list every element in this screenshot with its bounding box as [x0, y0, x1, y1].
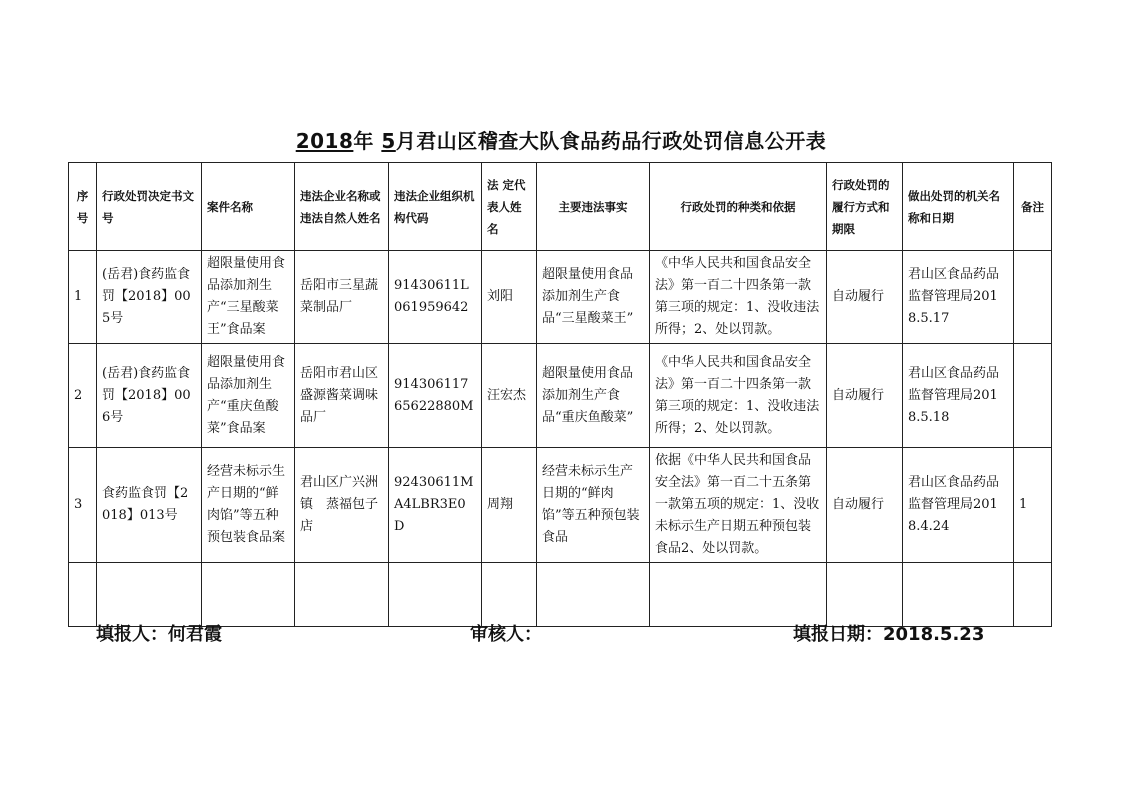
table-row — [69, 344, 1052, 448]
title-year: 2018 — [295, 129, 354, 153]
cell-doc-no: 食药监食罚【2018】013号 — [97, 448, 202, 563]
header-facts: 主要违法事实 — [537, 163, 650, 251]
title-year-suffix: 年 — [353, 129, 382, 153]
cell-authority: 君山区食品药品监督管理局2018.4.24 — [903, 448, 1014, 563]
cell-facts: 经营未标示生产日期的“鲜肉馅”等五种预包装食品 — [537, 448, 650, 563]
cell-penalty: 《中华人民共和国食品安全法》第一百二十四条第一款第三项的规定：1、没收违法所得；2、处以罚款。 — [650, 344, 827, 448]
cell-no: 2 — [69, 344, 97, 448]
cell-no: 3 — [69, 448, 97, 563]
cell-org-code — [389, 563, 482, 627]
cell-execution: 自动履行 — [827, 251, 903, 344]
cell-doc-no — [97, 563, 202, 627]
cell-party — [295, 563, 389, 627]
cell-facts: 超限量使用食品添加剂生产食品“三星酸菜王” — [537, 251, 650, 344]
title-rest: 月君山区稽查大队食品药品行政处罚信息公开表 — [395, 129, 827, 153]
table-row — [69, 448, 1052, 563]
cell-org-code: 92430611MA4LBR3E0D — [389, 448, 482, 563]
cell-execution — [827, 563, 903, 627]
cell-case-name: 超限量使用食品添加剂生产“重庆鱼酸菜”食品案 — [202, 344, 295, 448]
cell-legal-rep — [482, 563, 537, 627]
cell-legal-rep: 周翔 — [482, 448, 537, 563]
cell-no — [69, 563, 97, 627]
cell-remark — [1014, 251, 1052, 344]
cell-remark — [1014, 344, 1052, 448]
page-title — [0, 126, 1122, 156]
penalty-table — [68, 162, 1052, 627]
cell-execution: 自动履行 — [827, 448, 903, 563]
cell-facts: 超限量使用食品添加剂生产食品“重庆鱼酸菜” — [537, 344, 650, 448]
cell-case-name: 超限量使用食品添加剂生产“三星酸菜王”食品案 — [202, 251, 295, 344]
header-party: 违法企业名称或违法自然人姓名 — [295, 163, 389, 251]
header-row — [69, 163, 1052, 251]
cell-party: 岳阳市三星蔬菜制品厂 — [295, 251, 389, 344]
cell-party: 君山区广兴洲镇 蒸福包子店 — [295, 448, 389, 563]
fill-date-label: 填报日期：2018.5.23 — [793, 624, 985, 645]
cell-authority: 君山区食品药品监督管理局2018.5.18 — [903, 344, 1014, 448]
cell-doc-no: (岳君)食药监食罚【2018】005号 — [97, 251, 202, 344]
table-row-empty — [69, 563, 1052, 627]
cell-party: 岳阳市君山区盛源酱菜调味品厂 — [295, 344, 389, 448]
cell-org-code: 91430611L061959642 — [389, 251, 482, 344]
cell-case-name: 经营未标示生产日期的“鲜肉馅”等五种预包装食品案 — [202, 448, 295, 563]
cell-penalty: 《中华人民共和国食品安全法》第一百二十四条第一款第三项的规定：1、没收违法所得；2、处以罚款。 — [650, 251, 827, 344]
cell-org-code: 91430611765622880M — [389, 344, 482, 448]
reviewer-label: 审核人： — [470, 624, 542, 645]
header-org-code: 违法企业组织机构代码 — [389, 163, 482, 251]
cell-authority — [903, 563, 1014, 627]
header-authority: 做出处罚的机关名称和日期 — [903, 163, 1014, 251]
cell-no: 1 — [69, 251, 97, 344]
cell-doc-no: (岳君)食药监食罚【2018】006号 — [97, 344, 202, 448]
cell-legal-rep: 汪宏杰 — [482, 344, 537, 448]
cell-remark: 1 — [1014, 448, 1052, 563]
cell-remark — [1014, 563, 1052, 627]
header-remark: 备注 — [1014, 163, 1052, 251]
header-penalty: 行政处罚的种类和依据 — [650, 163, 827, 251]
cell-legal-rep: 刘阳 — [482, 251, 537, 344]
cell-case-name — [202, 563, 295, 627]
cell-execution: 自动履行 — [827, 344, 903, 448]
table-row — [69, 251, 1052, 344]
header-doc-no: 行政处罚决定书文号 — [97, 163, 202, 251]
header-execution: 行政处罚的履行方式和期限 — [827, 163, 903, 251]
cell-authority: 君山区食品药品监督管理局2018.5.17 — [903, 251, 1014, 344]
cell-penalty: 依据《中华人民共和国食品安全法》第一百二十五条第一款第五项的规定：1、没收未标示生产日期五种预包装食品2、处以罚款。 — [650, 448, 827, 563]
header-no: 序号 — [69, 163, 97, 251]
filler-label: 填报人：何君霞 — [96, 624, 222, 645]
header-legal-rep: 法 定代表人姓 名 — [482, 163, 537, 251]
header-case-name: 案件名称 — [202, 163, 295, 251]
cell-penalty — [650, 563, 827, 627]
title-month: 5 — [381, 129, 396, 153]
cell-facts — [537, 563, 650, 627]
